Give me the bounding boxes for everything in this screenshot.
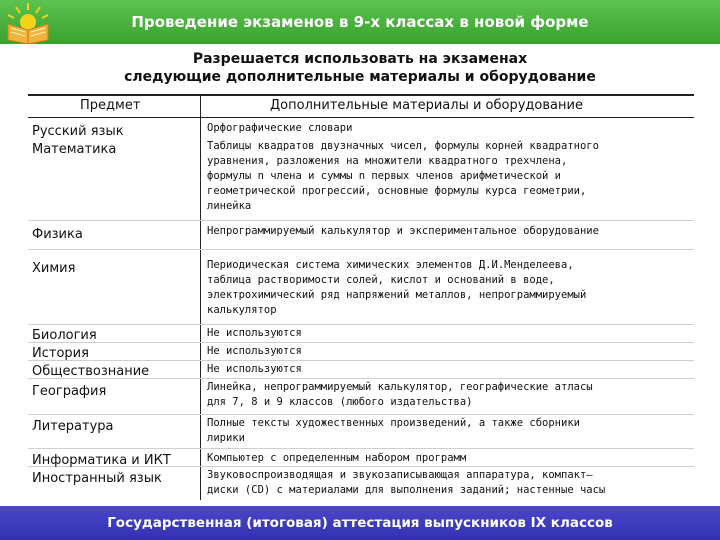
materials-table xyxy=(28,94,694,500)
materials-line: Периодическая система химических элементов Д.И.Менделеева, xyxy=(207,259,574,271)
materials-literature xyxy=(207,416,693,446)
materials-line: калькулятор xyxy=(207,304,277,316)
footer-title: Государственная (итоговая) аттестация выпускников IX классов xyxy=(107,515,613,531)
header-bar xyxy=(0,0,720,44)
header-divider xyxy=(28,117,694,118)
materials-informatics: Компьютер с определенным набором программ xyxy=(207,452,467,464)
materials-line: геометрической прогрессий, основные формулы курса геометрии, xyxy=(207,185,587,197)
header-title: Проведение экзаменов в 9-х классах в новой форме xyxy=(131,13,589,31)
row-divider xyxy=(28,249,694,250)
materials-geography xyxy=(207,380,693,410)
page-subtitle xyxy=(60,50,660,86)
column-header-subject: Предмет xyxy=(80,98,141,113)
materials-math xyxy=(207,139,693,214)
subject-math: Математика xyxy=(32,142,117,157)
materials-line: Таблицы квадратов двузначных чисел, формулы корней квадратного xyxy=(207,140,599,152)
materials-line: для 7, 8 и 9 классов (любого издательства) xyxy=(207,396,473,408)
row-divider xyxy=(28,414,694,415)
materials-line: уравнения, разложения на множители квадратного трехчлена, xyxy=(207,155,568,167)
materials-line: формулы n члена и суммы n первых членов арифметической и xyxy=(207,170,562,182)
subtitle-line-1: Разрешается использовать на экзаменах xyxy=(192,51,528,67)
materials-biology: Не используются xyxy=(207,327,302,339)
subject-literature: Литература xyxy=(32,419,114,434)
materials-line: Линейка, непрограммируемый калькулятор, географические атласы xyxy=(207,381,593,393)
materials-foreign-language xyxy=(207,468,693,498)
subject-biology: Биология xyxy=(32,328,97,343)
materials-line: лирики xyxy=(207,432,245,444)
subject-social-studies: Обществознание xyxy=(32,364,150,379)
subject-geography: География xyxy=(32,384,107,399)
column-divider xyxy=(200,96,201,500)
materials-line: линейка xyxy=(207,200,252,212)
materials-russian: Орфографические словари xyxy=(207,122,353,134)
subject-chemistry: Химия xyxy=(32,261,76,276)
materials-line: Полные тексты художественных произведений, а также сборники xyxy=(207,417,580,429)
row-divider xyxy=(28,324,694,325)
materials-chemistry xyxy=(207,258,693,318)
materials-line: диски (CD) с материалами для выполнения заданий; настенные часы xyxy=(207,484,606,496)
row-divider xyxy=(28,220,694,221)
subject-history: История xyxy=(32,346,89,361)
subject-russian: Русский язык xyxy=(32,124,124,139)
materials-social-studies: Не используются xyxy=(207,363,302,375)
row-divider xyxy=(28,448,694,449)
footer-bar xyxy=(0,506,720,540)
materials-line: Звуковоспроизводящая и звукозаписывающая аппаратура, компакт– xyxy=(207,469,593,481)
subject-informatics: Информатика и ИКТ xyxy=(32,453,171,468)
subtitle-line-2: следующие дополнительные материалы и оборудование xyxy=(124,69,596,85)
column-header-materials: Дополнительные материалы и оборудование xyxy=(270,98,583,113)
materials-history: Не используются xyxy=(207,345,302,357)
materials-line: таблица растворимости солей, кислот и оснований в воде, xyxy=(207,274,555,286)
subject-foreign-language: Иностранный язык xyxy=(32,471,162,486)
subject-physics: Физика xyxy=(32,227,83,242)
materials-line: электрохимический ряд напряжений металлов, непрограммируемый xyxy=(207,289,587,301)
materials-physics: Непрограммируемый калькулятор и экспериментальное оборудование xyxy=(207,225,599,237)
